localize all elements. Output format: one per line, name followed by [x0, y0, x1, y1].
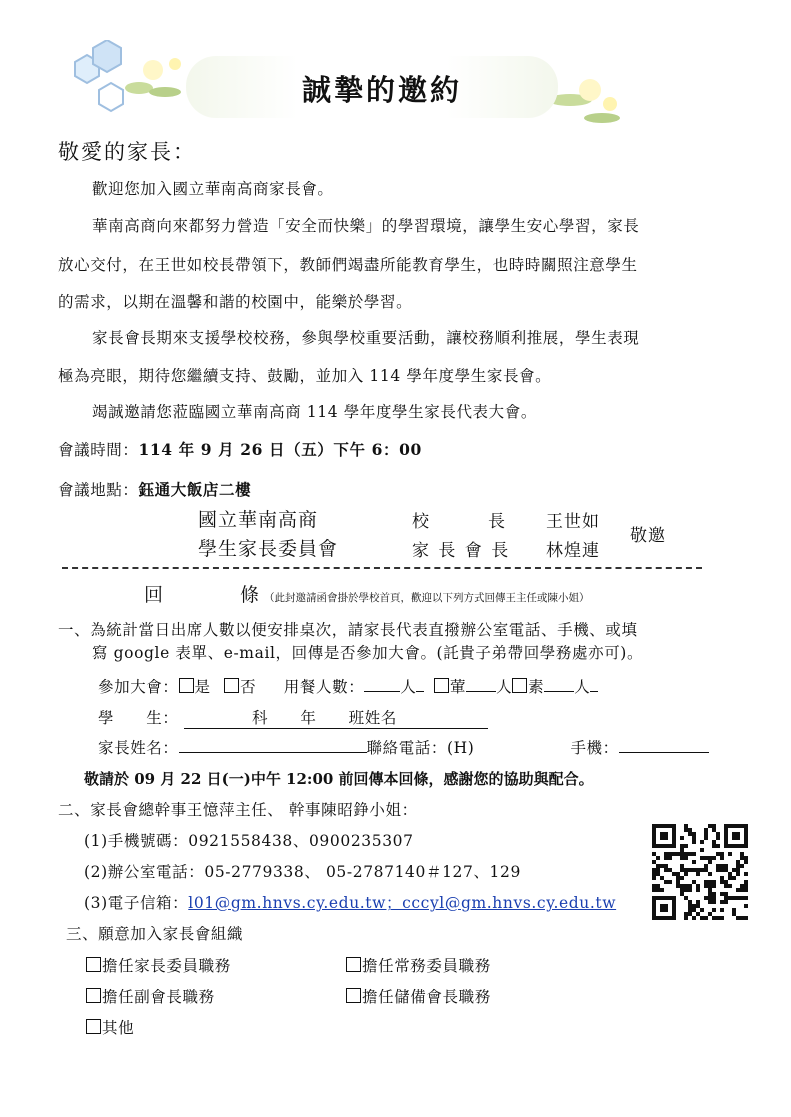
- qr-module: [744, 916, 748, 920]
- qr-module: [656, 884, 660, 888]
- veg-label: 素: [528, 678, 545, 696]
- qr-module: [672, 872, 676, 876]
- paragraph-1: 歡迎您加入國立華南高商家長會。: [92, 180, 334, 198]
- qr-module: [732, 896, 736, 900]
- qr-module: [744, 888, 748, 892]
- qr-module: [736, 872, 740, 876]
- student-fields-text: 科 年 班姓名: [252, 709, 397, 727]
- qr-module: [736, 860, 740, 864]
- qr-module: [684, 872, 688, 876]
- qr-module: [704, 828, 708, 832]
- qr-module: [720, 880, 724, 884]
- signature-name-2: 林煌連: [546, 541, 600, 561]
- qr-module: [712, 824, 716, 828]
- qr-module: [724, 884, 728, 888]
- qr-module: [680, 836, 684, 840]
- qr-module: [696, 872, 700, 876]
- qr-module: [660, 876, 664, 880]
- join-option-1-checkbox[interactable]: [86, 957, 101, 972]
- qr-module: [680, 884, 684, 888]
- qr-module: [724, 868, 728, 872]
- qr-module: [708, 872, 712, 876]
- qr-module: [684, 824, 688, 828]
- qr-module: [680, 868, 684, 872]
- join-option-3-label: 擔任副會長職務: [102, 988, 215, 1006]
- qr-module: [696, 904, 700, 908]
- meal-count-field[interactable]: [364, 677, 400, 692]
- phone-field[interactable]: [474, 739, 570, 753]
- qr-module: [704, 864, 708, 868]
- signature-org-2: 學生家長委員會: [198, 538, 339, 560]
- qr-module: [712, 828, 716, 832]
- qr-module: [712, 900, 716, 904]
- qr-module: [700, 848, 704, 852]
- signature-role-1: 校 長: [412, 512, 507, 532]
- qr-module: [704, 868, 708, 872]
- qr-module: [704, 836, 708, 840]
- qr-module: [652, 888, 656, 892]
- qr-module: [692, 880, 696, 884]
- meeting-place: [58, 478, 251, 500]
- reply-section-1-line-2: 寫 google 表單、e-mail，回傳是否參加大會。(託貴子弟帶回學務處亦可)。: [92, 644, 644, 662]
- qr-module: [744, 896, 748, 900]
- qr-module: [652, 884, 656, 888]
- qr-module: [688, 888, 692, 892]
- join-option-4: [346, 985, 491, 1007]
- qr-module: [708, 888, 712, 892]
- paragraph-3-line-1: 家長會長期來支援學校校務，參與學校重要活動，讓校務順利推展，學生表現: [92, 329, 640, 347]
- reply-note: （此封邀請函會掛於學校首頁，歡迎以下列方式回傳王主任或陳小姐）: [264, 592, 590, 604]
- qr-module: [716, 836, 720, 840]
- student-label: 學 生：: [98, 709, 179, 727]
- qr-module: [744, 872, 748, 876]
- join-option-2: [346, 954, 491, 976]
- qr-module: [688, 828, 692, 832]
- qr-module: [692, 908, 696, 912]
- qr-module: [704, 884, 708, 888]
- qr-module: [684, 884, 688, 888]
- join-option-5-checkbox[interactable]: [86, 1019, 101, 1034]
- veg-count-field[interactable]: [544, 677, 574, 692]
- qr-module: [680, 844, 684, 848]
- qr-module: [708, 860, 712, 864]
- qr-module: [684, 856, 688, 860]
- qr-module: [716, 864, 720, 868]
- qr-module: [732, 912, 736, 916]
- qr-module: [668, 868, 672, 872]
- qr-module: [720, 856, 724, 860]
- attend-row: [98, 675, 598, 697]
- veg-checkbox[interactable]: [512, 678, 527, 693]
- signature-role-2: 家 長 會 長: [412, 541, 511, 561]
- qr-module: [684, 868, 688, 872]
- qr-module: [708, 884, 712, 888]
- contact-email-row: [84, 891, 616, 913]
- phone-label: 聯絡電話：(H): [366, 739, 475, 757]
- contact-heading: 二、家長會總幹事王憶萍主任、 幹事陳昭錚小姐：: [58, 801, 418, 819]
- join-option-2-checkbox[interactable]: [346, 957, 361, 972]
- qr-module: [692, 852, 696, 856]
- qr-module: [676, 876, 680, 880]
- contact-office: (2)辦公室電話：05-2779338、 05-2787140＃127、129: [84, 863, 521, 881]
- qr-module: [684, 828, 688, 832]
- qr-module: [660, 864, 664, 868]
- meeting-place-label: 會議地點：: [58, 481, 139, 499]
- qr-module: [688, 852, 692, 856]
- join-option-4-label: 擔任儲備會長職務: [362, 988, 491, 1006]
- qr-module: [688, 900, 692, 904]
- cut-line-divider: [62, 567, 702, 569]
- qr-module: [696, 912, 700, 916]
- qr-module: [736, 888, 740, 892]
- qr-module: [728, 872, 732, 876]
- qr-module: [720, 852, 724, 856]
- paragraph-4: 竭誠邀請您蒞臨國立華南高商 114 學年度學生家長代表大會。: [92, 403, 537, 421]
- qr-module: [720, 892, 724, 896]
- meeting-place-value: 鈺通大飯店二樓: [138, 480, 252, 499]
- qr-module: [712, 916, 716, 920]
- qr-module: [740, 916, 744, 920]
- qr-module: [676, 852, 680, 856]
- qr-module: [696, 884, 700, 888]
- qr-module: [668, 852, 672, 856]
- qr-module: [712, 880, 716, 884]
- qr-module: [656, 872, 660, 876]
- qr-module: [704, 880, 708, 884]
- qr-module: [732, 876, 736, 880]
- qr-module: [716, 916, 720, 920]
- contact-email-link[interactable]: l01@gm.hnvs.cy.edu.tw；cccyl@gm.hnvs.cy.edu.tw: [188, 894, 617, 912]
- header-decoration: [55, 40, 195, 120]
- qr-module: [712, 892, 716, 896]
- qr-module: [684, 852, 688, 856]
- qr-module: [700, 908, 704, 912]
- qr-module: [684, 888, 688, 892]
- paragraph-2-line-2: 放心交付，在王世如校長帶領下，教師們竭盡所能教育學生，也時時關照注意學生: [58, 256, 638, 274]
- qr-module: [720, 868, 724, 872]
- qr-module: [664, 864, 668, 868]
- qr-module: [692, 860, 696, 864]
- signature-org-1: 國立華南高商: [198, 509, 319, 531]
- meat-label: 葷: [449, 678, 467, 696]
- qr-module: [740, 852, 744, 856]
- deadline-notice: 敬請於 09 月 22 日(一)中午 12:00 前回傳本回條，感謝您的協助與配合。: [84, 770, 594, 788]
- join-heading: 三、願意加入家長會組織: [66, 925, 244, 943]
- qr-module: [720, 908, 724, 912]
- student-row: [98, 706, 488, 729]
- qr-module: [680, 876, 684, 880]
- attend-label: 參加大會：: [98, 678, 179, 696]
- qr-module: [692, 916, 696, 920]
- qr-module: [704, 856, 708, 860]
- qr-module: [740, 864, 744, 868]
- reply-section-1-line-1: 一、為統計當日出席人數以便安排桌次，請家長代表直撥辦公室電話、手機、或填: [58, 621, 638, 639]
- qr-module: [688, 904, 692, 908]
- qr-module: [736, 868, 740, 872]
- join-option-5-label: 其他: [102, 1019, 135, 1037]
- qr-module: [704, 832, 708, 836]
- meal-label: 用餐人數：: [283, 678, 365, 696]
- qr-module: [676, 880, 680, 884]
- paragraph-2-line-1: 華南高商向來都努力營造「安全而快樂」的學習環境，讓學生安心學習，家長: [92, 217, 640, 235]
- qr-module: [700, 916, 704, 920]
- join-option-5: [86, 1016, 134, 1038]
- mobile-field[interactable]: [619, 738, 709, 753]
- qr-module: [696, 868, 700, 872]
- qr-module: [724, 896, 728, 900]
- qr-module: [736, 864, 740, 868]
- parent-row: [98, 736, 709, 758]
- qr-module: [656, 868, 660, 872]
- meat-unit: 人: [496, 678, 513, 696]
- qr-module: [716, 832, 720, 836]
- qr-module: [684, 912, 688, 916]
- qr-module: [740, 896, 744, 900]
- qr-module: [732, 868, 736, 872]
- qr-module: [740, 856, 744, 860]
- qr-module: [708, 856, 712, 860]
- qr-module: [720, 916, 724, 920]
- qr-module: [676, 872, 680, 876]
- attend-yes-label: 是: [194, 678, 211, 696]
- qr-module: [708, 824, 712, 828]
- qr-module: [724, 900, 728, 904]
- qr-module: [656, 864, 660, 868]
- qr-module: [720, 864, 724, 868]
- paragraph-3-line-2: 極為亮眼，期待您繼續支持、鼓勵，並加入 114 學年度學生家長會。: [58, 367, 552, 385]
- qr-module: [708, 892, 712, 896]
- qr-module: [680, 856, 684, 860]
- qr-module: [696, 900, 700, 904]
- meat-count-field[interactable]: [466, 677, 496, 692]
- qr-module: [664, 880, 668, 884]
- qr-module: [652, 868, 656, 872]
- qr-module: [692, 904, 696, 908]
- qr-module: [652, 852, 656, 856]
- qr-module: [728, 876, 732, 880]
- qr-module: [664, 868, 668, 872]
- parent-name-label: 家長姓名：: [98, 739, 179, 757]
- qr-module: [720, 900, 724, 904]
- contact-mobile: (1)手機號碼：0921558438、0900235307: [84, 832, 414, 850]
- qr-module: [676, 884, 680, 888]
- qr-module: [680, 864, 684, 868]
- attend-yes-checkbox[interactable]: [179, 678, 194, 693]
- veg-unit-line: [590, 677, 598, 692]
- qr-module: [700, 868, 704, 872]
- join-option-3: [86, 985, 215, 1007]
- qr-module: [692, 832, 696, 836]
- meal-unit-line: [416, 677, 424, 692]
- qr-module: [668, 880, 672, 884]
- meal-unit: 人: [400, 678, 417, 696]
- qr-code: [652, 824, 748, 920]
- join-option-3-checkbox[interactable]: [86, 988, 101, 1003]
- qr-module: [688, 884, 692, 888]
- qr-module: [744, 884, 748, 888]
- qr-module: [668, 856, 672, 860]
- qr-module: [724, 892, 728, 896]
- qr-module: [708, 900, 712, 904]
- qr-module: [692, 840, 696, 844]
- qr-module: [712, 896, 716, 900]
- meeting-time-value: 114 年 9 月 26 日（五）下午 6：00: [138, 440, 422, 459]
- qr-module: [700, 856, 704, 860]
- qr-module: [708, 880, 712, 884]
- qr-module: [672, 852, 676, 856]
- qr-module: [680, 852, 684, 856]
- reply-title-a: 回: [144, 584, 164, 606]
- meeting-time: [58, 438, 422, 460]
- qr-module: [736, 896, 740, 900]
- greeting: 敬愛的家長：: [58, 140, 196, 164]
- qr-module: [688, 868, 692, 872]
- qr-module: [708, 912, 712, 916]
- qr-module: [744, 880, 748, 884]
- page-title: 誠摯的邀約: [302, 73, 463, 107]
- qr-module: [688, 912, 692, 916]
- qr-module: [692, 868, 696, 872]
- qr-module: [704, 916, 708, 920]
- qr-module: [656, 888, 660, 892]
- qr-module: [712, 884, 716, 888]
- qr-module: [700, 840, 704, 844]
- qr-module: [652, 860, 656, 864]
- qr-module: [716, 852, 720, 856]
- attend-no-label: 否: [240, 678, 257, 696]
- veg-unit: 人: [574, 678, 591, 696]
- qr-module: [724, 864, 728, 868]
- qr-module: [664, 856, 668, 860]
- qr-module: [744, 904, 748, 908]
- mobile-label: 手機：: [570, 739, 619, 757]
- qr-module: [716, 844, 720, 848]
- qr-module: [704, 896, 708, 900]
- qr-module: [692, 836, 696, 840]
- signature-closing: 敬邀: [630, 526, 666, 546]
- join-option-4-checkbox[interactable]: [346, 988, 361, 1003]
- qr-module: [724, 880, 728, 884]
- qr-module: [656, 856, 660, 860]
- qr-module: [688, 908, 692, 912]
- join-option-1: [86, 954, 231, 976]
- reply-title-b: 條: [240, 584, 260, 606]
- qr-module: [712, 908, 716, 912]
- meat-checkbox[interactable]: [434, 678, 449, 693]
- signature-name-1: 王世如: [546, 512, 600, 532]
- qr-module: [712, 856, 716, 860]
- attend-no-checkbox[interactable]: [224, 678, 239, 693]
- qr-module: [684, 916, 688, 920]
- qr-module: [680, 892, 684, 896]
- contact-email-label: (3)電子信箱：: [84, 894, 189, 912]
- qr-module: [716, 868, 720, 872]
- qr-module: [684, 844, 688, 848]
- qr-module: [684, 896, 688, 900]
- qr-module: [712, 844, 716, 848]
- qr-module: [664, 852, 668, 856]
- meeting-time-label: 會議時間：: [58, 441, 139, 459]
- paragraph-2-line-3: 的需求，以期在溫馨和諧的校園中，能樂於學習。: [58, 293, 413, 311]
- join-option-2-label: 擔任常務委員職務: [362, 957, 491, 975]
- qr-module: [736, 916, 740, 920]
- qr-module: [728, 896, 732, 900]
- qr-module: [696, 888, 700, 892]
- qr-module: [740, 884, 744, 888]
- qr-module: [720, 876, 724, 880]
- qr-module: [712, 840, 716, 844]
- join-option-1-label: 擔任家長委員職務: [102, 957, 231, 975]
- qr-module: [652, 876, 656, 880]
- qr-module: [688, 832, 692, 836]
- qr-module: [660, 888, 664, 892]
- qr-module: [680, 848, 684, 852]
- student-fields[interactable]: [184, 706, 488, 729]
- qr-module: [740, 888, 744, 892]
- qr-module: [728, 852, 732, 856]
- qr-module: [744, 860, 748, 864]
- qr-module: [728, 884, 732, 888]
- qr-module: [732, 908, 736, 912]
- qr-module: [680, 888, 684, 892]
- parent-name-field[interactable]: [179, 738, 367, 753]
- qr-module: [708, 896, 712, 900]
- qr-module: [744, 856, 748, 860]
- qr-module: [652, 872, 656, 876]
